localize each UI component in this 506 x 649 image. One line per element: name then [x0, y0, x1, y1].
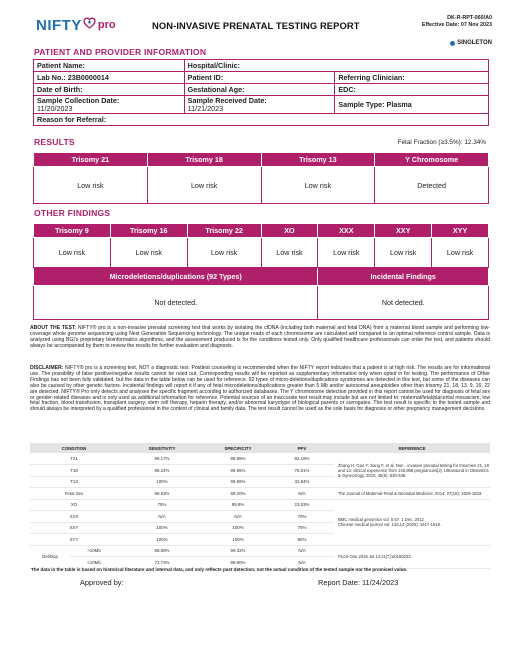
perf-ppv: 92.19% — [270, 453, 334, 465]
perf-specificity: 99.20% — [206, 488, 270, 500]
table-row — [30, 545, 490, 557]
perf-ppv: 80% — [270, 534, 334, 546]
about-text: NIFTY® pro is a non-invasive prenatal screening test that works by isolating the cfDNA (including both maternal and fetal DNA) from a maternal blood sample and performing low-coverage whole genome sequencing using Next Generation Sequencing technology. The unique reads of each chromosome are calculated and compared to an optimal reference control sample. Data is analyzed using BGI's proprietary bioinformatics algorithms, and the assessment produced is for the conditions tested only. Only qualified healthcare professionals can order the test, and patients should always be accompanied by them to review the results for further evaluation and diagnosis. — [30, 325, 490, 349]
result-t18: Low risk — [147, 167, 261, 204]
perf-sensitivity: 100% — [118, 476, 206, 488]
header-incidental: Incidental Findings — [318, 268, 489, 286]
results-table — [33, 152, 489, 204]
perf-specificity: 99.32% — [206, 545, 270, 557]
perf-condition: T13 — [30, 476, 118, 488]
result-xxy: Low risk — [375, 238, 432, 268]
report-date: Report Date: 11/24/2023 — [318, 578, 399, 587]
perf-sensitivity: 99.17% — [118, 453, 206, 465]
gestational-age-cell: Gestational Age: — [184, 84, 335, 96]
perf-condition: XXY — [30, 522, 118, 534]
dob-cell: Date of Birth: — [34, 84, 185, 96]
perf-sensitivity: 100% — [118, 522, 206, 534]
perf-specificity: 99.95% — [206, 453, 270, 465]
results-header-t13: Trisomy 13 — [261, 153, 375, 167]
referring-clinician-cell: Referring Clinician: — [335, 72, 489, 84]
header-xxy: XXY — [375, 224, 432, 238]
results-section-title: RESULTS — [34, 137, 75, 147]
collection-date-cell — [34, 96, 185, 114]
header-xyy: XYY — [432, 224, 489, 238]
perf-condition: >10Mb — [70, 545, 118, 557]
perf-condition: Fetal Sex — [30, 488, 118, 500]
result-trisomy-22: Low risk — [187, 238, 261, 268]
perf-sensitivity: 98.24% — [118, 465, 206, 477]
collection-date-label: Sample Collection Date: — [37, 96, 120, 105]
perf-specificity: 100% — [206, 522, 270, 534]
perf-sensitivity: 99.53% — [118, 488, 206, 500]
table-row — [30, 488, 490, 500]
result-t21: Low risk — [34, 167, 148, 204]
other-findings-table — [33, 223, 489, 320]
perf-sensitivity: 100% — [118, 534, 206, 546]
table-footnote: The data in the table is based on historical literature and internal data, and only reflects past detection, not the actual condition of the tested sample nor the promised value. — [31, 567, 408, 572]
perf-condition: <10Mb — [70, 557, 118, 569]
collection-date-value: 11/20/2023 — [37, 103, 73, 113]
pregnancy-type-label: SINGLETON — [457, 40, 492, 46]
logo-text: NIFTY — [36, 16, 82, 34]
perf-specificity: 99.96% — [206, 476, 270, 488]
disclaimer-paragraph — [30, 366, 490, 413]
header-trisomy-9: Trisomy 9 — [34, 224, 111, 238]
perf-reference: The Journal of Maternal-Fetal & Neonatal Medicine, 2014; 27(18): 1829-1833. — [334, 488, 490, 500]
result-xyy: Low risk — [432, 238, 489, 268]
perf-specificity: N/A — [206, 511, 270, 523]
performance-table — [30, 443, 490, 569]
perf-ppv: N/A — [270, 545, 334, 557]
result-trisomy-9: Low risk — [34, 238, 111, 268]
result-microdeletions: Not detected. — [34, 286, 318, 320]
header-xo: XO — [261, 224, 318, 238]
header-trisomy-16: Trisomy 16 — [110, 224, 187, 238]
sample-type-cell: Sample Type: Plasma — [335, 96, 489, 114]
perf-deldup-label: Del/Dup — [30, 545, 70, 568]
result-xxx: Low risk — [318, 238, 375, 268]
perf-header-reference: REFERENCE — [334, 443, 490, 453]
result-y-chromosome: Detected — [375, 167, 489, 204]
disclaimer-text: NIFTY® pro is a screening test, NOT a diagnostic test. Posttest counseling is recommended when the NIFTY report indicates that a patient is at high risk. The results are for informational use. The possibility of false positive/negative results cannot be ruled out. Corresponding results will be reported as supplementary information only when opted in for testing. The performance of Other Findings has not been fully validated, but the data in the table below can be used for reference. 92 types of micro-deletions/duplications syndromes are detected in this test, but some of the diseases can also be caused by other genetic factors. Incidental findings will report it if any of fetal microdeletions/duplications greater than 5 Mb and/or autosomal aneuploidies other than trisomy 21, 18, 13, 9, 16, 22 are detected. NIFTY® Pro only detects and analyses the specific fragment according to authorized databases. The Y chromosome detection provided in this report cannot be used for diagnosis of fetal sex or gender-related diseases and is only used as additional information for reference. Potential sources of an inaccurate test result may include but are not limited to: maternal/fetal/placental mosaicism, low fetal fraction, blood transfusion, transplant surgery, stem cell therapy, heparin therapy, and/or abnormal karyotype of biological parents or surrogates. The test result is specific to the tested sample and should always be interpreted by a qualified professional in the context of clinical and family data. The test result cannot be used as the sole basis for diagnosis or other pregnancy management decisions. — [30, 365, 490, 413]
perf-sensitivity: 88.89% — [118, 545, 206, 557]
patient-info-table — [33, 59, 489, 126]
perf-ppv: N/A — [270, 488, 334, 500]
results-header-y: Y Chromosome — [375, 153, 489, 167]
results-header-t21: Trisomy 21 — [34, 153, 148, 167]
perf-ppv: 70% — [270, 511, 334, 523]
nifty-logo — [36, 16, 116, 34]
perf-header-ppv: PPV — [270, 443, 334, 453]
about-paragraph — [30, 326, 490, 350]
logo-pro: pro — [97, 19, 116, 31]
heart-icon — [83, 16, 96, 34]
result-incidental: Not detected. — [318, 286, 489, 320]
perf-condition: T21 — [30, 453, 118, 465]
perf-condition: XYY — [30, 534, 118, 546]
perf-condition: XXX — [30, 511, 118, 523]
perf-condition: XO — [30, 499, 118, 511]
other-findings-title: OTHER FINDINGS — [34, 208, 111, 218]
table-row — [30, 499, 490, 511]
about-label: ABOUT THE TEST: — [30, 325, 77, 331]
perf-header-specificity: SPECIFICITY — [206, 443, 270, 453]
perf-ppv: 23.53% — [270, 499, 334, 511]
header-trisomy-22: Trisomy 22 — [187, 224, 261, 238]
report-title: NON-INVASIVE PRENATAL TESTING REPORT — [152, 20, 360, 31]
perf-specificity: 99.9% — [206, 499, 270, 511]
perf-ppv: 75% — [270, 522, 334, 534]
received-date-value: 11/21/2023 — [187, 103, 224, 113]
perf-reference: BMC medical genomics vol. 5 57. 1 Dec. 2012 — [338, 517, 424, 522]
perf-header-sensitivity: SENSITIVITY — [118, 443, 206, 453]
perf-sensitivity: 75% — [118, 499, 206, 511]
edc-cell: EDC: — [335, 84, 489, 96]
result-trisomy-16: Low risk — [110, 238, 187, 268]
received-date-cell — [184, 96, 335, 114]
hospital-cell: Hospital/Clinic: — [184, 60, 488, 72]
result-t13: Low risk — [261, 167, 375, 204]
disclaimer-label: DISCLAIMER: — [30, 365, 64, 371]
perf-specificity: 100% — [206, 534, 270, 546]
patient-section-title: PATIENT AND PROVIDER INFORMATION — [34, 47, 207, 57]
lab-no-cell: Lab No.: 23B0000014 — [34, 72, 185, 84]
document-code-block — [422, 15, 492, 29]
perf-header-condition: CONDITION — [30, 443, 118, 453]
pregnancy-type — [450, 40, 492, 46]
perf-sensitivity: N/A — [118, 511, 206, 523]
bullet-dot-icon — [450, 41, 455, 46]
perf-ppv: N/A — [270, 557, 334, 569]
patient-id-cell: Patient ID: — [184, 72, 335, 84]
perf-sensitivity: 72.73% — [118, 557, 206, 569]
perf-condition: T18 — [30, 465, 118, 477]
result-xo: Low risk — [261, 238, 318, 268]
perf-reference-group — [334, 499, 490, 545]
reason-referral-cell: Reason for Referral: — [34, 114, 489, 126]
table-row — [30, 453, 490, 465]
patient-name-cell: Patient Name: — [34, 60, 185, 72]
header-xxx: XXX — [318, 224, 375, 238]
perf-ppv: 76.61% — [270, 465, 334, 477]
perf-specificity: 99.95% — [206, 465, 270, 477]
results-header-t18: Trisomy 18 — [147, 153, 261, 167]
perf-specificity: 99.80% — [206, 557, 270, 569]
perf-reference: Zhang H, Gao Y, Jiang F, et al. Non - invasive prenatal testing for trisomies 21, 18 and 13: clinical experience from 146,958 pregnancies[J]. Ultrasound in Obstetrics & Gynecology, 2015, 45(5): 530-538. — [334, 453, 490, 488]
perf-ppv: 32.84% — [270, 476, 334, 488]
perf-reference: Chinese medical journal vol. 133,13 (2020): 1617-1619. — [338, 522, 442, 527]
effective-date: Effective Date: 07 Nov 2023 — [421, 22, 492, 28]
perf-reference: PLoS One.2016 Jul 14;11(7):e0159233. — [334, 545, 490, 568]
received-date-label: Sample Received Date: — [187, 96, 267, 105]
approved-by: Approved by: — [80, 578, 124, 587]
fetal-fraction: Fetal Fraction (≥3.5%): 12.34% — [397, 139, 486, 146]
document-code: DK-R-RPT-060/A0 — [447, 15, 492, 21]
header-microdeletions: Microdeletions/duplications (92 Types) — [34, 268, 318, 286]
